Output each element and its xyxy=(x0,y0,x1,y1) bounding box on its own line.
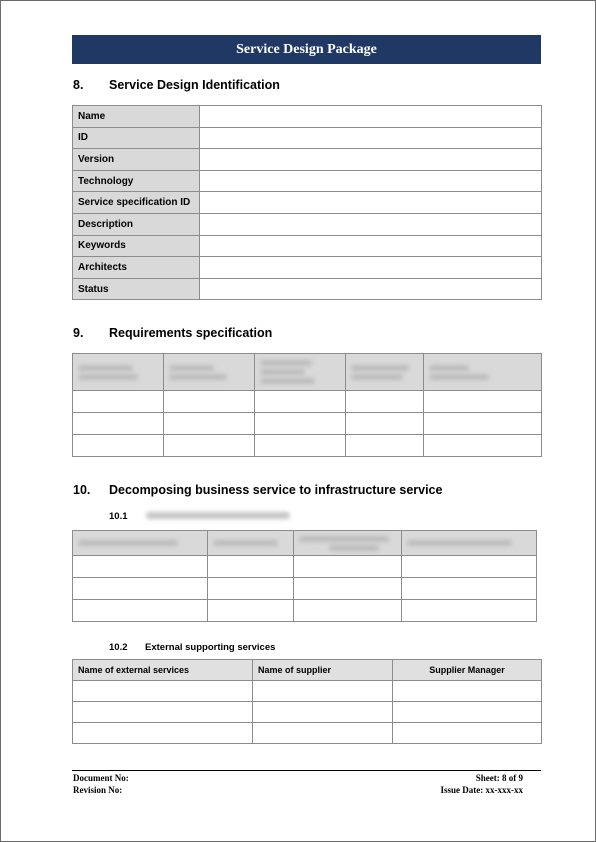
section-9-heading xyxy=(73,326,272,340)
sheet-number: Sheet: 8 of 9 xyxy=(475,773,523,783)
requirements-table xyxy=(72,353,542,457)
subsection-10-2-heading xyxy=(109,642,275,653)
table-row xyxy=(73,723,542,744)
redacted-subsection-title xyxy=(146,512,290,519)
field-value[interactable] xyxy=(200,127,542,149)
footer-divider xyxy=(72,770,541,771)
field-label: ID xyxy=(73,127,200,149)
table-row xyxy=(73,413,542,435)
table-row xyxy=(73,600,537,622)
table-row xyxy=(73,213,542,235)
field-label: Technology xyxy=(73,170,200,192)
table-row xyxy=(73,257,542,279)
field-label: Name xyxy=(73,106,200,128)
header-cell xyxy=(164,354,255,391)
field-value[interactable] xyxy=(200,149,542,171)
table-row xyxy=(73,106,542,128)
table-row xyxy=(73,192,542,214)
table-row xyxy=(73,127,542,149)
field-value[interactable] xyxy=(200,257,542,279)
header-cell xyxy=(208,531,294,556)
section-title: Requirements specification xyxy=(109,326,273,340)
revision-number: Revision No: xyxy=(73,785,123,795)
subsection-number: 10.2 xyxy=(109,642,128,653)
field-value[interactable] xyxy=(200,192,542,214)
field-label: Keywords xyxy=(73,235,200,257)
table-header-row xyxy=(73,531,537,556)
table-row xyxy=(73,149,542,171)
table-row xyxy=(73,435,542,457)
section-number: 9. xyxy=(73,326,84,340)
table-row xyxy=(73,578,537,600)
section-number: 10. xyxy=(73,483,91,497)
subsection-title: External supporting services xyxy=(145,642,276,653)
issue-date: Issue Date: xx-xxx-xx xyxy=(440,785,523,795)
field-value[interactable] xyxy=(200,170,542,192)
header-cell xyxy=(73,531,208,556)
header-supplier-manager: Supplier Manager xyxy=(393,660,542,681)
header-cell xyxy=(294,531,402,556)
header-supplier: Name of supplier xyxy=(253,660,393,681)
header-cell xyxy=(255,354,346,391)
subsection-number: 10.1 xyxy=(109,511,128,522)
table-row xyxy=(73,556,537,578)
header-cell xyxy=(73,354,164,391)
table-header-row xyxy=(73,660,542,681)
section-8-heading xyxy=(73,78,280,92)
header-cell xyxy=(346,354,424,391)
field-value[interactable] xyxy=(200,106,542,128)
field-label: Status xyxy=(73,278,200,300)
field-value[interactable] xyxy=(200,278,542,300)
table-row xyxy=(73,235,542,257)
field-label: Description xyxy=(73,213,200,235)
table-row xyxy=(73,702,542,723)
field-label: Version xyxy=(73,149,200,171)
field-label: Architects xyxy=(73,257,200,279)
field-value[interactable] xyxy=(200,235,542,257)
document-number: Document No: xyxy=(73,773,129,783)
table-row xyxy=(73,278,542,300)
table-header-row xyxy=(73,354,542,391)
section-number: 8. xyxy=(73,78,84,92)
section-10-heading xyxy=(73,483,442,497)
external-services-table xyxy=(72,659,542,744)
identification-table xyxy=(72,105,542,300)
field-label: Service specification ID xyxy=(73,192,200,214)
decomposition-table xyxy=(72,530,537,622)
field-value[interactable] xyxy=(200,213,542,235)
section-title: Decomposing business service to infrastructure service xyxy=(109,483,443,497)
header-cell xyxy=(424,354,542,391)
table-row xyxy=(73,681,542,702)
document-banner: Service Design Package xyxy=(72,35,541,64)
header-external-services: Name of external services xyxy=(73,660,253,681)
table-row xyxy=(73,391,542,413)
section-title: Service Design Identification xyxy=(109,78,280,92)
subsection-10-1-heading xyxy=(109,511,145,522)
header-cell xyxy=(402,531,537,556)
table-row xyxy=(73,170,542,192)
